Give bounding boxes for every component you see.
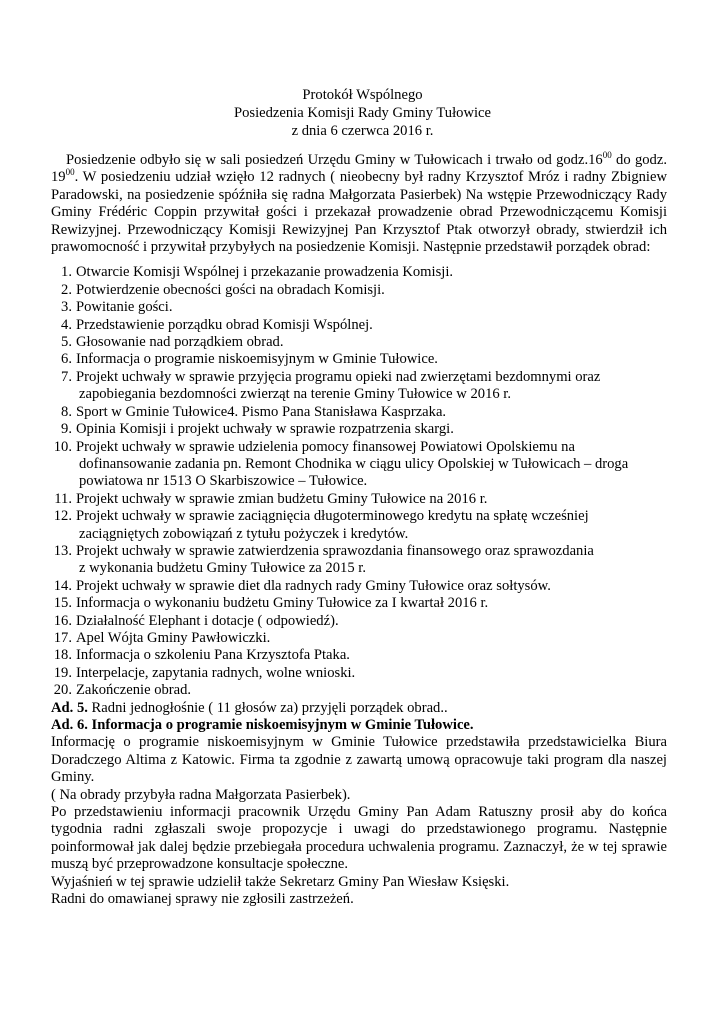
agenda-item-line: Przedstawienie porządku obrad Komisji Wspólnej. — [76, 316, 373, 333]
time-end-minutes: 00 — [65, 167, 75, 178]
agenda-item — [51, 264, 667, 281]
agenda-item-text — [72, 595, 488, 612]
agenda-item-number: 14. — [53, 577, 72, 594]
ad6-label: Ad. 6 — [51, 717, 85, 733]
agenda-item-line: Projekt uchwały w sprawie przyjęcia programu opieki nad zwierzętami bezdomnymi oraz — [76, 368, 601, 385]
agenda-item-line: powiatowa nr 1513 O Skarbiszowice – Tułowice. — [79, 473, 368, 490]
agenda-item-number: 19. — [53, 664, 72, 681]
agenda-item-text — [72, 439, 628, 491]
title-date: z dnia 6 czerwca 2016 r. — [291, 123, 434, 139]
intro-text-1: Posiedzenie odbyło się w sali posiedzeń Urzędu Gminy w Tułowicach i trwało od godz.16 — [66, 152, 603, 168]
agenda-item — [51, 369, 667, 404]
title-line-1: Protokół Wspólnego — [302, 87, 423, 103]
intro-text-2: do godz. 19 — [51, 152, 667, 186]
time-start-minutes: 00 — [602, 150, 612, 160]
agenda-item-number: 6. — [61, 351, 72, 368]
agenda-item-text — [72, 404, 446, 421]
agenda-item-number: 11. — [54, 490, 72, 507]
agenda-list — [51, 264, 667, 699]
agenda-item — [51, 595, 667, 612]
agenda-item-line: Apel Wójta Gminy Pawłowiczki. — [76, 629, 271, 646]
agenda-item-line: dofinansowanie zadania pn. Remont Chodnika w ciągu ulicy Opolskiej w Tułowicach – droga — [79, 455, 629, 472]
agenda-item-line: Powitanie gości. — [76, 299, 173, 316]
agenda-item-text — [72, 630, 270, 647]
agenda-item-number: 4. — [61, 316, 72, 333]
agenda-item-number: 2. — [61, 281, 72, 298]
agenda-item-line: Projekt uchwały w sprawie zmian budżetu Gminy Tułowice na 2016 r. — [76, 490, 488, 507]
agenda-item-line: zaciągniętych zobowiązań z tytułu pożyczek i kredytów. — [79, 525, 409, 542]
agenda-item-number: 3. — [61, 299, 72, 316]
agenda-item-line: Otwarcie Komisji Wspólnej i przekazanie prowadzenia Komisji. — [76, 264, 454, 281]
agenda-item — [51, 578, 667, 595]
paragraph-secretary: Wyjaśnień w tej sprawie udzielił także Sekretarz Gminy Pan Wiesław Księski. — [51, 873, 510, 890]
ad5-text: Radni jednogłośnie ( 11 głosów za) przyjęli porządek obrad.. — [87, 699, 448, 716]
agenda-item-line: Potwierdzenie obecności gości na obradach Komisji. — [76, 281, 385, 298]
agenda-item-line: z wykonania budżetu Gminy Tułowice za 2015 r. — [79, 560, 366, 577]
paragraph-procedure: Po przedstawieniu informacji pracownik Urzędu Gminy Pan Adam Ratuszny prosił aby do końca tygodnia radni zgłaszali swoje propozycje i uwagi do przedstawionego programu. Następnie poinformował jak dalej będzie przebiegała procedura uchwalenia programu. Zaznaczył, że w tej sprawie muszą być przeprowadzone konsultacje społeczne. — [51, 804, 667, 873]
agenda-item-text — [72, 317, 373, 334]
agenda-item — [51, 491, 667, 508]
agenda-item — [51, 543, 667, 578]
agenda-item — [51, 404, 667, 421]
ad5-paragraph — [51, 700, 667, 717]
agenda-item — [51, 682, 667, 699]
agenda-item-text — [72, 491, 487, 508]
agenda-item — [51, 421, 667, 438]
paragraph-no-objections: Radni do omawianej sprawy nie zgłosili zastrzeżeń. — [51, 891, 354, 908]
agenda-item-text — [72, 369, 600, 404]
agenda-item-text — [72, 421, 454, 438]
agenda-item-text — [72, 282, 385, 299]
agenda-item — [51, 665, 667, 682]
agenda-item-line: Projekt uchwały w sprawie zatwierdzenia sprawozdania finansowego oraz sprawozdania — [76, 542, 594, 559]
agenda-item-text — [72, 299, 172, 316]
agenda-item-line: Opinia Komisji i projekt uchwały w sprawie rozpatrzenia skargi. — [76, 421, 454, 438]
agenda-item-number: 13. — [53, 542, 72, 559]
intro-text-3: . W posiedzeniu udział wzięło 12 radnych ( nieobecny był radny Krzysztof Mróz i radny Zbigniew Paradowski, na posiedzenie spóźniła się radna Małgorzata Pasierbek) Na wstępie Przewodniczący Rady Gminy Frédéric Coppin przywitał gości i przekazał prowadzenie obrad Przewodniczącemu Komisji Rewizyjnej. Przewodniczący Komisji Rewizyjnej Pan Krzysztof Ptak otworzył obrady, stwierdził ich prawomocność i przywitał przybyłych na posiedzenie Komisji. Następnie przedstawił porządek obrad: — [51, 169, 667, 256]
agenda-item-text — [72, 665, 355, 682]
agenda-item-number: 9. — [61, 421, 72, 438]
agenda-item-number: 8. — [61, 403, 72, 420]
agenda-item-number: 7. — [61, 368, 72, 385]
agenda-item-number: 15. — [53, 595, 72, 612]
agenda-item-text — [72, 613, 339, 630]
agenda-item-line: Głosowanie nad porządkiem obrad. — [76, 334, 284, 351]
agenda-item-line: Informacja o szkoleniu Pana Krzysztofa Ptaka. — [76, 647, 350, 664]
agenda-item-line: Projekt uchwały w sprawie diet dla radnych rady Gminy Tułowice oraz sołtysów. — [76, 577, 551, 594]
agenda-item-text — [72, 508, 589, 543]
agenda-item-text — [72, 334, 284, 351]
agenda-item — [51, 282, 667, 299]
agenda-item-text — [72, 543, 594, 578]
agenda-item-text — [72, 264, 453, 281]
document-header — [0, 86, 725, 140]
ad6-heading — [51, 717, 667, 734]
agenda-item-number: 1. — [61, 264, 72, 281]
agenda-item — [51, 630, 667, 647]
agenda-item — [51, 439, 667, 491]
agenda-item-line: Działalność Elephant i dotacje ( odpowiedź). — [76, 612, 339, 629]
agenda-item-number: 20. — [53, 682, 72, 699]
document-body — [51, 152, 667, 908]
ad6-title: . Informacja o programie niskoemisyjnym w Gminie Tułowice. — [84, 717, 474, 733]
agenda-item-text — [72, 351, 438, 368]
agenda-item-line: Interpelacje, zapytania radnych, wolne wnioski. — [76, 664, 356, 681]
agenda-item-number: 17. — [53, 629, 72, 646]
agenda-item-number: 18. — [53, 647, 72, 664]
agenda-item-text — [72, 682, 191, 699]
ad5-label: Ad. 5. — [51, 699, 88, 716]
agenda-item — [51, 299, 667, 316]
title-line-2: Posiedzenia Komisji Rady Gminy Tułowice — [233, 105, 491, 121]
agenda-item-text — [72, 578, 551, 595]
agenda-item-text — [72, 647, 350, 664]
agenda-item-number: 10. — [53, 438, 72, 455]
agenda-item-line: Projekt uchwały w sprawie udzielenia pomocy finansowej Powiatowi Opolskiemu na — [76, 438, 575, 455]
agenda-item — [51, 351, 667, 368]
agenda-item-number: 16. — [53, 612, 72, 629]
intro-paragraph — [51, 152, 667, 256]
agenda-item-number: 12. — [53, 508, 72, 525]
agenda-item — [51, 317, 667, 334]
agenda-item-line: Informacja o programie niskoemisyjnym w Gminie Tułowice. — [76, 351, 438, 368]
agenda-item-line: Zakończenie obrad. — [76, 682, 192, 699]
agenda-item-line: Informacja o wykonaniu budżetu Gminy Tułowice za I kwartał 2016 r. — [76, 595, 489, 612]
paragraph-program-info: Informację o programie niskoemisyjnym w Gminie Tułowice przedstawiła przedstawicielka Biura Doradczego Altima z Katowic. Firma ta zgodnie z zawartą umową opracowuje taki program dla naszej Gminy. — [51, 734, 667, 786]
agenda-item — [51, 508, 667, 543]
agenda-item — [51, 334, 667, 351]
paragraph-arrival-note: ( Na obrady przybyła radna Małgorzata Pasierbek). — [51, 786, 351, 803]
agenda-item — [51, 647, 667, 664]
agenda-item-line: zapobiegania bezdomności zwierząt na terenie Gminy Tułowice w 2016 r. — [79, 386, 512, 403]
agenda-item-number: 5. — [61, 334, 72, 351]
agenda-item — [51, 613, 667, 630]
agenda-item-line: Projekt uchwały w sprawie zaciągnięcia długoterminowego kredytu na spłatę wcześniej — [76, 508, 589, 525]
agenda-item-line: Sport w Gminie Tułowice4. Pismo Pana Stanisława Kasprzaka. — [76, 403, 447, 420]
